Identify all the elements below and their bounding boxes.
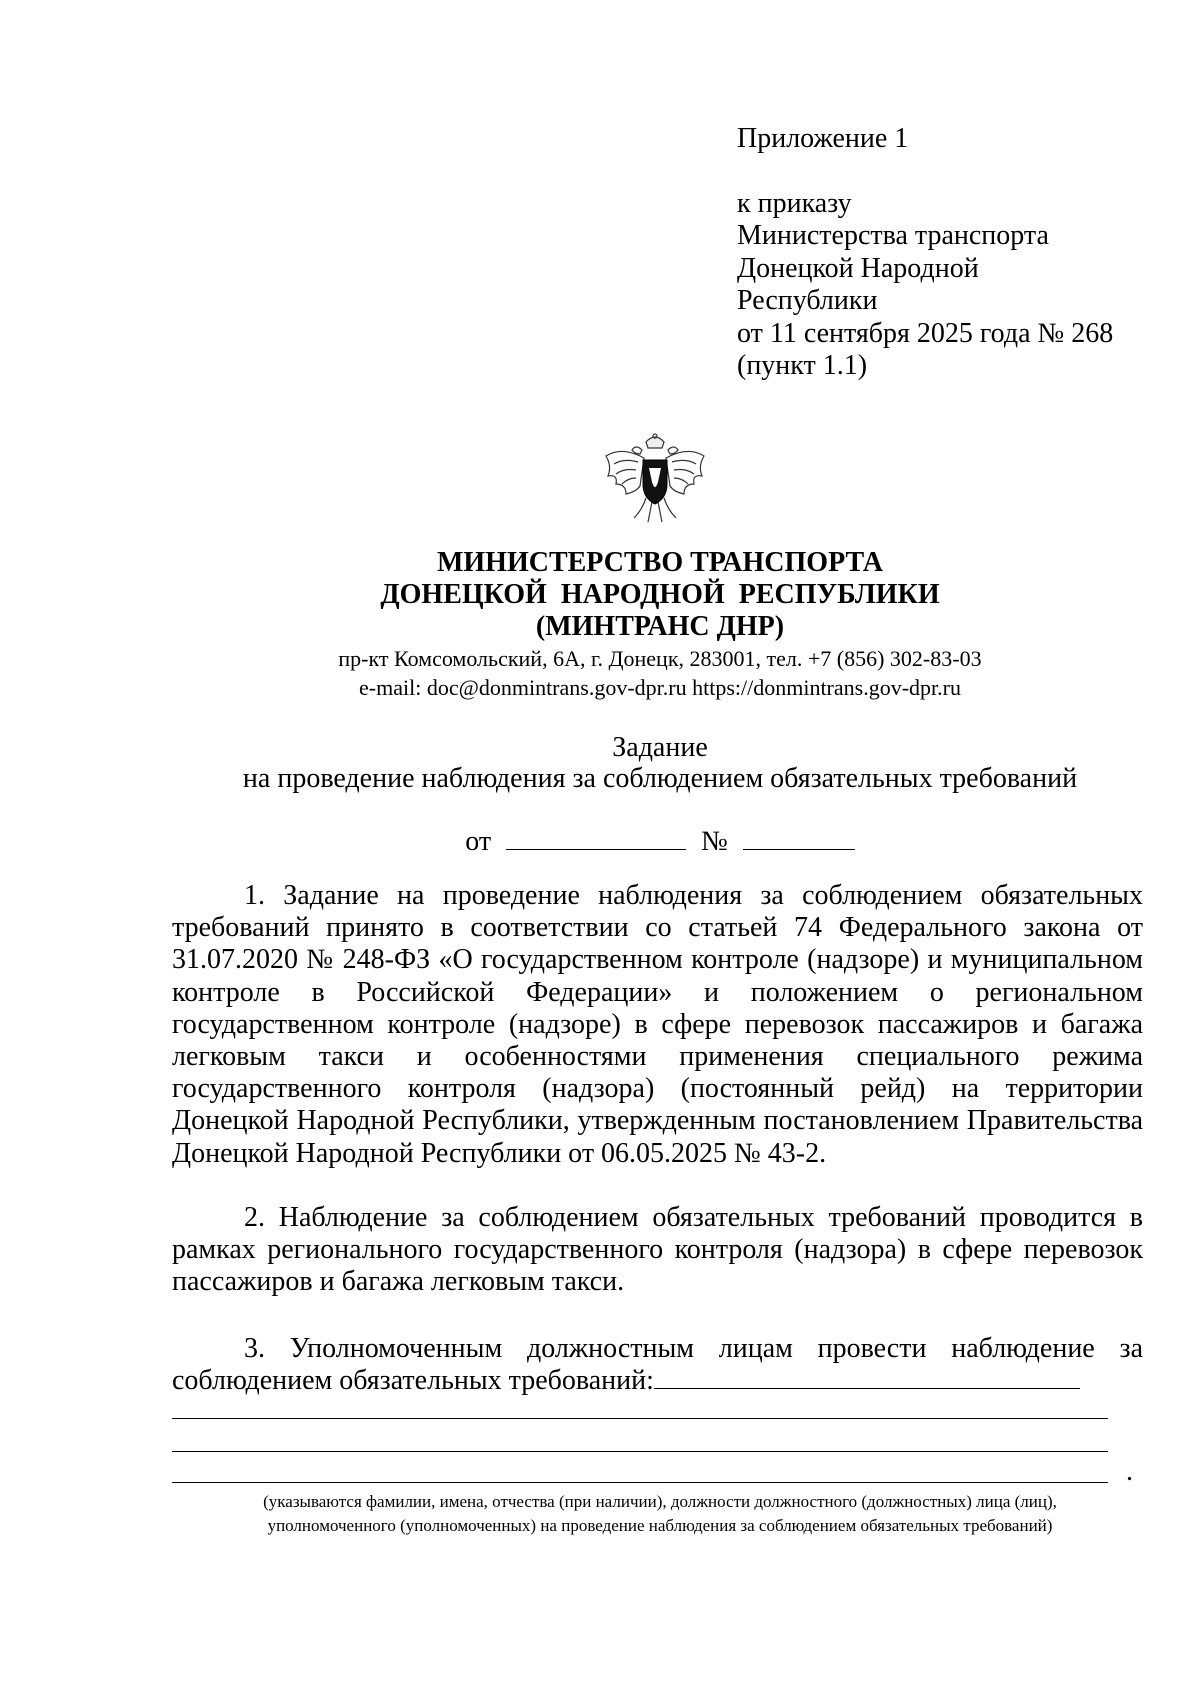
paragraph-3 — [172, 1333, 1143, 1397]
hint-line1: (указываются фамилии, имена, отчества (при наличии), должности должностного (должностных) лица (лиц), — [263, 1492, 1057, 1511]
task-title: Задание — [612, 732, 708, 763]
officials-blank-line[interactable] — [172, 1418, 1108, 1419]
ministry-abbreviation: (МИНТРАНС ДНР) — [535, 611, 785, 642]
blank-end-period: . — [1126, 1456, 1133, 1487]
appendix-block — [737, 123, 1113, 383]
officials-blank-line[interactable] — [172, 1482, 1108, 1483]
ministry-contacts — [0, 644, 1200, 702]
hint-line2: уполномоченного (уполномоченных) на проведение наблюдения за соблюдением обязательных требований) — [267, 1516, 1053, 1535]
number-blank[interactable] — [743, 827, 855, 850]
date-blank[interactable] — [506, 827, 686, 850]
paragraph-1: 1. Задание на проведение наблюдения за соблюдением обязательных требований принято в соответствии со статьей 74 Федерального закона от 31.07.2020 № 248-ФЗ «О государственном контроле (надзоре) и муниципальном контроле в Российской Федерации» и положением о региональном государственном контроле (надзоре) в сфере перевозок пассажиров и багажа легковым такси и особенностями применения специального режима государственного контроля (надзора) (постоянный рейд) на территории Донецкой Народной Республики, утвержденным постановлением Правительства Донецкой Народной Республики от 06.05.2025 № 43-2. — [172, 880, 1143, 1169]
appendix-line: от 11 сентября 2025 года № 268 — [737, 317, 1114, 349]
from-label: от — [465, 826, 492, 857]
appendix-line: Донецкой Народной — [737, 252, 979, 284]
paragraph-3-text: 3. Уполномоченным должностным лицам провести наблюдение за соблюдением обязательных требований: — [172, 1333, 1143, 1397]
ministry-header — [0, 547, 1200, 643]
task-heading — [0, 732, 1200, 794]
ministry-name-line1: МИНИСТЕРСТВО ТРАНСПОРТА — [436, 547, 884, 578]
appendix-line: к приказу — [737, 187, 852, 219]
appendix-line: (пункт 1.1) — [737, 350, 868, 381]
officials-blank-line[interactable] — [172, 1451, 1108, 1452]
officials-hint — [0, 1490, 1200, 1538]
ministry-address: пр-кт Комсомольский, 6А, г. Донецк, 283001, тел. +7 (856) 302-83-03 — [338, 646, 982, 671]
appendix-title: Приложение 1 — [737, 123, 909, 154]
coat-of-arms-icon — [602, 432, 708, 524]
task-subtitle: на проведение наблюдения за соблюдением обязательных требований — [242, 763, 1078, 794]
ministry-email-website: e-mail: doc@donmintrans.gov-dpr.ru https://donmintrans.gov-dpr.ru — [359, 675, 961, 700]
date-number-line — [0, 826, 1200, 858]
number-label: № — [701, 826, 728, 857]
officials-blank-inline[interactable] — [654, 1366, 1080, 1389]
paragraph-2: 2. Наблюдение за соблюдением обязательных требований проводится в рамках регионального государственного контроля (надзора) в сфере перевозок пассажиров и багажа легковым такси. — [172, 1202, 1143, 1298]
ministry-name-line2: ДОНЕЦКОЙ НАРОДНОЙ РЕСПУБЛИКИ — [380, 579, 940, 610]
appendix-line: Министерства транспорта — [737, 220, 1049, 251]
appendix-line: Республики — [737, 285, 878, 316]
